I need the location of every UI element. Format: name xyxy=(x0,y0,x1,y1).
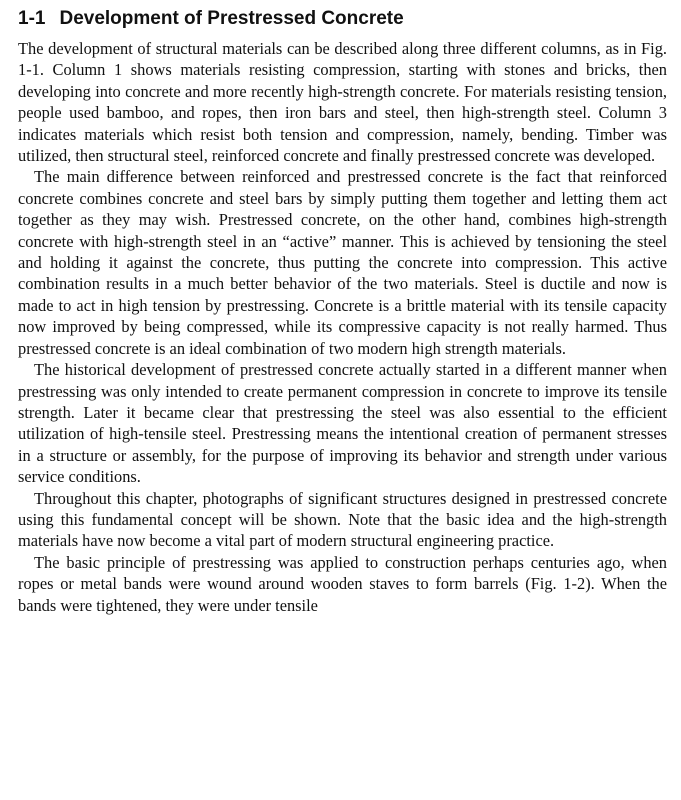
paragraph-2: The main difference between reinforced and prestressed concrete is the fact that reinforced concrete combines concrete and steel bars by simply putting them together and letting them act together as they may wish. Prestressed concrete, on the other hand, combines high-strength concrete with high-strength steel in an “active” manner. This is achieved by tensioning the steel and holding it against the concrete, thus putting the concrete into compression. This active combination results in a much better behavior of the two materials. Steel is ductile and now is made to act in high tension by prestressing. Concrete is a brittle material with its tensile capacity now improved by being compressed, while its compressive capacity is not really harmed. Thus prestressed concrete is an ideal combination of two modern high strength materials. xyxy=(18,167,667,358)
section-heading xyxy=(18,6,667,32)
body-text xyxy=(18,38,667,616)
section-title: Development of Prestressed Concrete xyxy=(59,8,404,29)
section-number: 1-1 xyxy=(18,8,46,29)
paragraph-5: The basic principle of prestressing was applied to construction perhaps centuries ago, when ropes or metal bands were wound around wooden staves to form barrels (Fig. 1-2). When the bands were tightened, they were under tensile xyxy=(18,552,667,615)
paragraph-3: The historical development of prestressed concrete actually started in a different manner when prestressing was only intended to create permanent compression in concrete to improve its tensile strength. Later it became clear that prestressing the steel was also essential to the efficient utilization of high-tensile steel. Prestressing means the intentional creation of permanent stresses in a structure or assembly, for the purpose of improving its behavior and strength under various service conditions. xyxy=(18,360,667,487)
paragraph-4: Throughout this chapter, photographs of significant structures designed in prestressed concrete using this fundamental concept will be shown. Note that the basic idea and the high-strength materials have now become a vital part of modern structural engineering practice. xyxy=(18,488,667,551)
paragraph-1: The development of structural materials can be described along three different columns, as in Fig. 1-1. Column 1 shows materials resisting compression, starting with stones and bricks, then developing into concrete and more recently high-strength concrete. For materials resisting tension, people used bamboo, and ropes, then iron bars and steel, then high-strength steel. Column 3 indicates materials which resist both tension and compression, namely, bending. Timber was utilized, then structural steel, reinforced concrete and finally prestressed concrete was developed. xyxy=(18,39,667,166)
